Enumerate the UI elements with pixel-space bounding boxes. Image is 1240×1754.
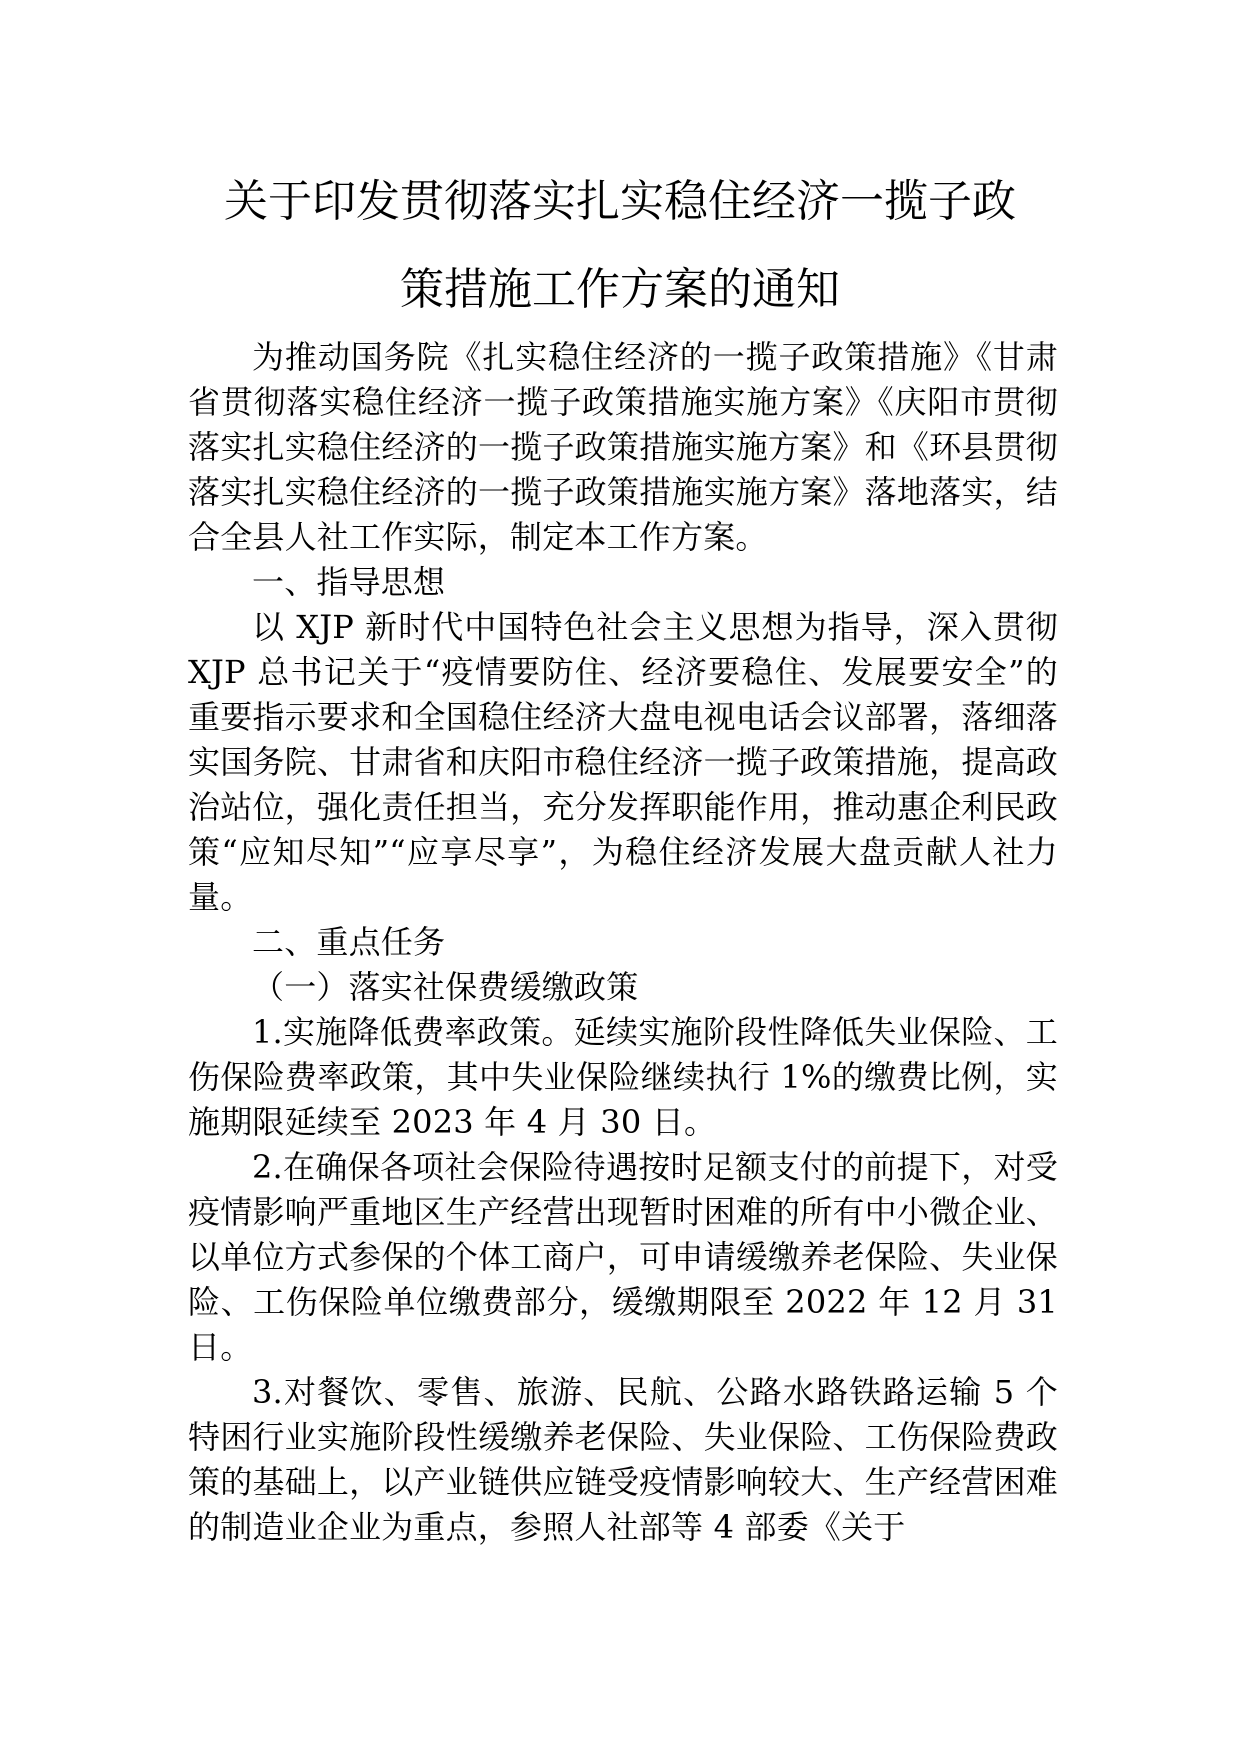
section-heading-key-tasks: 二、重点任务 [252,923,446,961]
paragraph-item-1: 1.实施降低费率政策。延续实施阶段性降低失业保险、工伤保险费率政策，其中失业保险继续执行 1%的缴费比例，实施期限延续至 2023 年 4 月 30 日。 [188,1013,1058,1141]
paragraph-item-3: 3.对餐饮、零售、旅游、民航、公路水路铁路运输 5 个特困行业实施阶段性缓缴养老保险、失业保险、工伤保险费政策的基础上，以产业链供应链受疫情影响较大、生产经营困难的制造业企业为重点，参照人社部等 4 部委《关于 [188,1373,1058,1546]
document-body [188,335,1058,1550]
paragraph-intro: 为推动国务院《扎实稳住经济的一揽子政策措施》《甘肃省贯彻落实稳住经济一揽子政策措施实施方案》《庆阳市贯彻落实扎实稳住经济的一揽子政策措施实施方案》和《环县贯彻落实扎实稳住经济的一揽子政策措施实施方案》落地落实，结合全县人社工作实际，制定本工作方案。 [188,338,1058,556]
subsection-heading-social-security: （一）落实社保费缓缴政策 [252,968,639,1006]
document-title-line-1: 关于印发贯彻落实扎实稳住经济一揽子政 [224,176,1016,227]
paragraph-guiding-ideology: 以 XJP 新时代中国特色社会主义思想为指导，深入贯彻 XJP 总书记关于“疫情要防住、经济要稳住、发展要安全”的重要指示要求和全国稳住经济大盘电视电话会议部署，落细落实国务院、甘肃省和庆阳市稳住经济一揽子政策措施，提高政治站位，强化责任担当，充分发挥职能作用，推动惠企利民政策“应知尽知”“应享尽享”，为稳住经济发展大盘贡献人社力量。 [188,608,1058,916]
paragraph-item-2: 2.在确保各项社会保险待遇按时足额支付的前提下，对受疫情影响严重地区生产经营出现暂时困难的所有中小微企业、以单位方式参保的个体工商户，可申请缓缴养老保险、失业保险、工伤保险单位缴费部分，缓缴期限至 2022 年 12 月 31 日。 [188,1148,1058,1366]
section-heading-guiding-ideology: 一、指导思想 [252,563,446,601]
document-title-line-2: 策措施工作方案的通知 [400,264,840,315]
